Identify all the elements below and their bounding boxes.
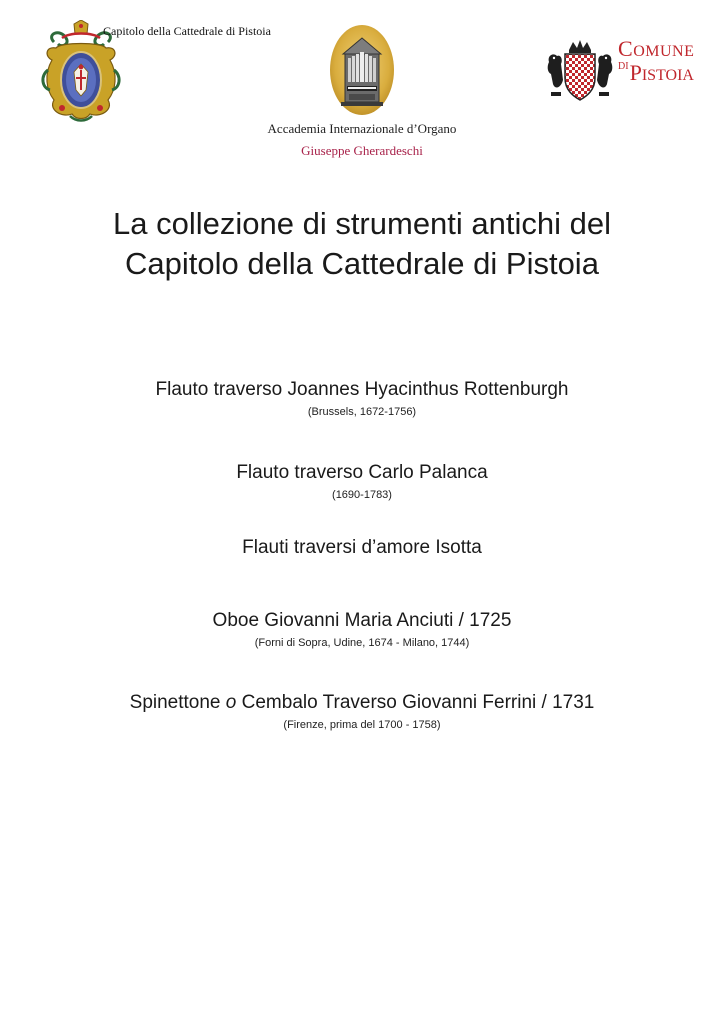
instrument-entry (0, 461, 724, 502)
comune-di-pistoia-wordmark (618, 38, 694, 84)
academy-name: Accademia Internazionale d’Organo (267, 121, 457, 136)
instrument-name: Spinettone o Cembalo Traverso Giovanni Ferrini / 1731 (129, 692, 595, 713)
instrument-name: Flauti traversi d’amore Isotta (242, 537, 482, 558)
instrument-details: (Forni di Sopra, Udine, 1674 - Milano, 1744) (254, 637, 470, 649)
instrument-name: Oboe Giovanni Maria Anciuti / 1725 (212, 610, 512, 631)
instrument-entry (0, 691, 724, 732)
academy-subtitle: Giuseppe Gherardeschi (301, 143, 423, 158)
instrument-entry (0, 609, 724, 650)
comune-wordmark-line2: $^{DI}$PISTOIA (618, 60, 694, 85)
instrument-name: Flauto traverso Carlo Palanca (236, 462, 488, 483)
page-header (0, 0, 724, 170)
instrument-details: (Firenze, prima del 1700 - 1758) (283, 719, 441, 731)
comune-wordmark-line1: COMUNE (618, 36, 695, 61)
comune-pistoia-crest-icon (545, 40, 615, 102)
instrument-entry (0, 536, 724, 560)
page-title (0, 204, 724, 284)
instrument-details: (1690-1783) (332, 489, 392, 501)
page-title-line1: La collezione di strumenti antichi del (113, 206, 611, 241)
organ-medallion-icon (329, 24, 395, 116)
instrument-entry (0, 378, 724, 419)
chapter-caption: Capitolo della Cattedrale di Pistoia (103, 24, 271, 38)
page-title-line2: Capitolo della Cattedrale di Pistoia (125, 246, 599, 281)
instrument-name: Flauto traverso Joannes Hyacinthus Rottenburgh (155, 379, 569, 400)
instrument-details: (Brussels, 1672-1756) (307, 406, 417, 418)
